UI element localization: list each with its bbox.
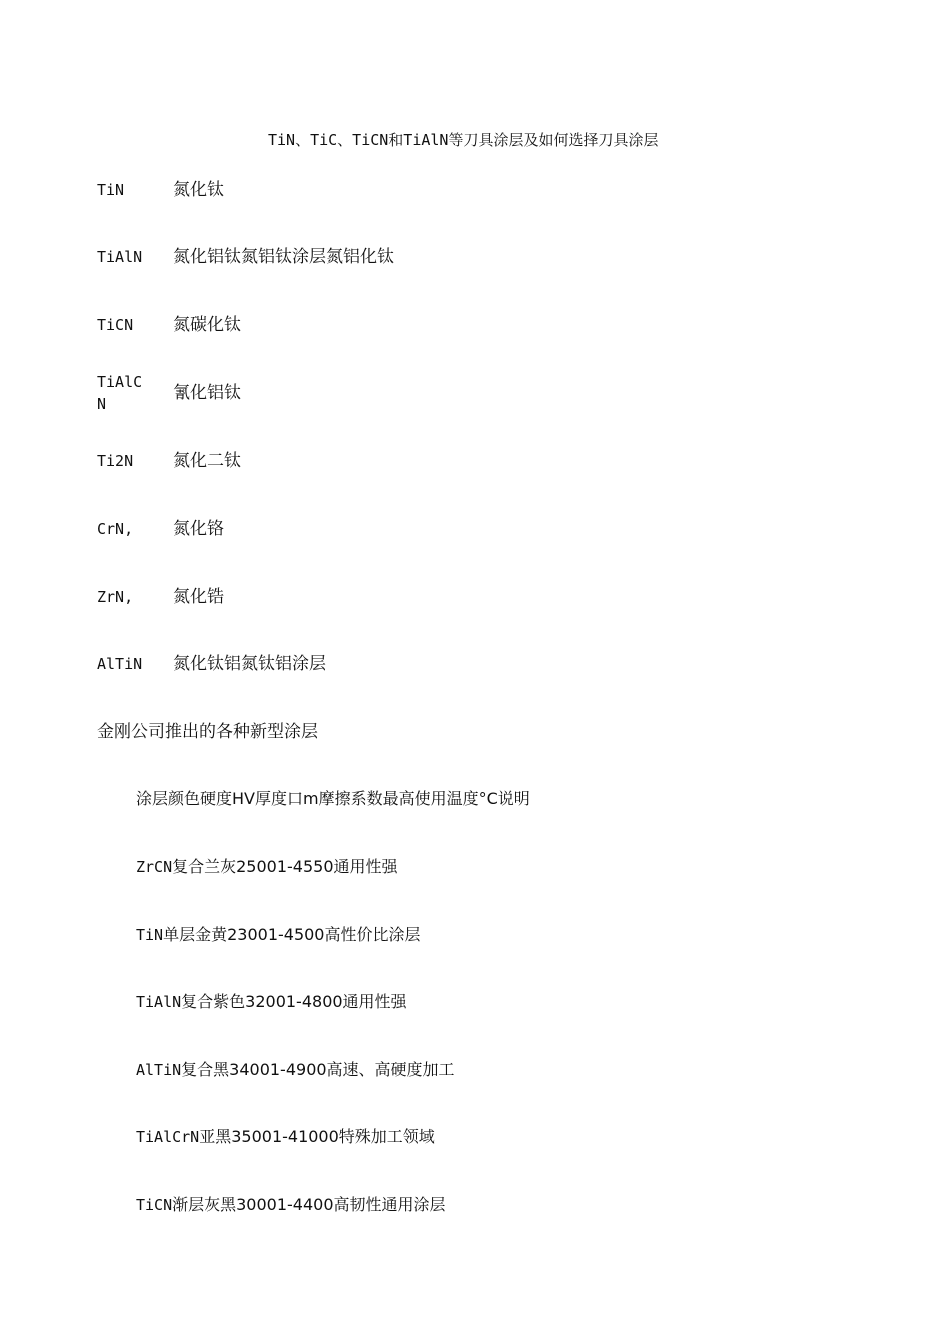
glossary-abbr: TiN bbox=[97, 181, 125, 199]
coating-details: 亚黑35001-41000特殊加工领域 bbox=[199, 1127, 435, 1146]
coating-details: 复合兰灰25001-4550通用性强 bbox=[172, 857, 398, 876]
glossary-name: 氮化钛铝氮钛铝涂层 bbox=[173, 654, 326, 674]
glossary-name: 氮化二钛 bbox=[173, 451, 241, 471]
glossary-abbr: AlTiN bbox=[97, 655, 143, 673]
coating-row bbox=[136, 1126, 435, 1148]
coating-row bbox=[136, 991, 407, 1013]
coating-code: ZrCN bbox=[136, 858, 173, 876]
coating-details: 单层金黄23001-4500高性价比涂层 bbox=[163, 925, 421, 944]
coating-details: 复合紫色32001-4800通用性强 bbox=[181, 992, 407, 1011]
glossary-abbr: CrN, bbox=[97, 520, 134, 538]
glossary-abbr: TiCN bbox=[97, 316, 134, 334]
glossary-name: 氰化铝钛 bbox=[173, 383, 241, 403]
page-title: TiN、TiC、TiCN和TiAlN等刀具涂层及如何选择刀具涂层 bbox=[268, 131, 659, 149]
coating-row bbox=[136, 856, 398, 878]
coating-code: TiN bbox=[136, 926, 164, 944]
glossary-name: 氮化铝钛氮铝钛涂层氮铝化钛 bbox=[173, 247, 394, 267]
glossary-name: 氮化锆 bbox=[173, 587, 224, 607]
glossary-name: 氮化铬 bbox=[173, 519, 224, 539]
coating-row bbox=[136, 924, 421, 946]
coating-code: AlTiN bbox=[136, 1061, 182, 1079]
coating-code: TiAlCrN bbox=[136, 1128, 200, 1146]
coating-row bbox=[136, 1194, 446, 1216]
glossary-abbr: ZrN, bbox=[97, 588, 134, 606]
glossary-abbr: Ti2N bbox=[97, 452, 134, 470]
glossary-name: 氮化钛 bbox=[173, 180, 224, 200]
coating-details: 渐层灰黑30001-4400高韧性通用涂层 bbox=[172, 1195, 446, 1214]
coating-row bbox=[136, 1059, 455, 1081]
glossary-abbr: TiAlN bbox=[97, 248, 143, 266]
coating-details: 复合黑34001-4900高速、高硬度加工 bbox=[181, 1060, 455, 1079]
glossary-abbr: TiAlCN bbox=[97, 373, 143, 413]
section-heading: 金刚公司推出的各种新型涂层 bbox=[97, 722, 318, 742]
coating-table-header: 涂层颜色硬度HV厚度口m摩擦系数最高使用温度°C说明 bbox=[136, 789, 530, 808]
coating-code: TiCN bbox=[136, 1196, 173, 1214]
glossary-name: 氮碳化钛 bbox=[173, 315, 241, 335]
coating-code: TiAlN bbox=[136, 993, 182, 1011]
